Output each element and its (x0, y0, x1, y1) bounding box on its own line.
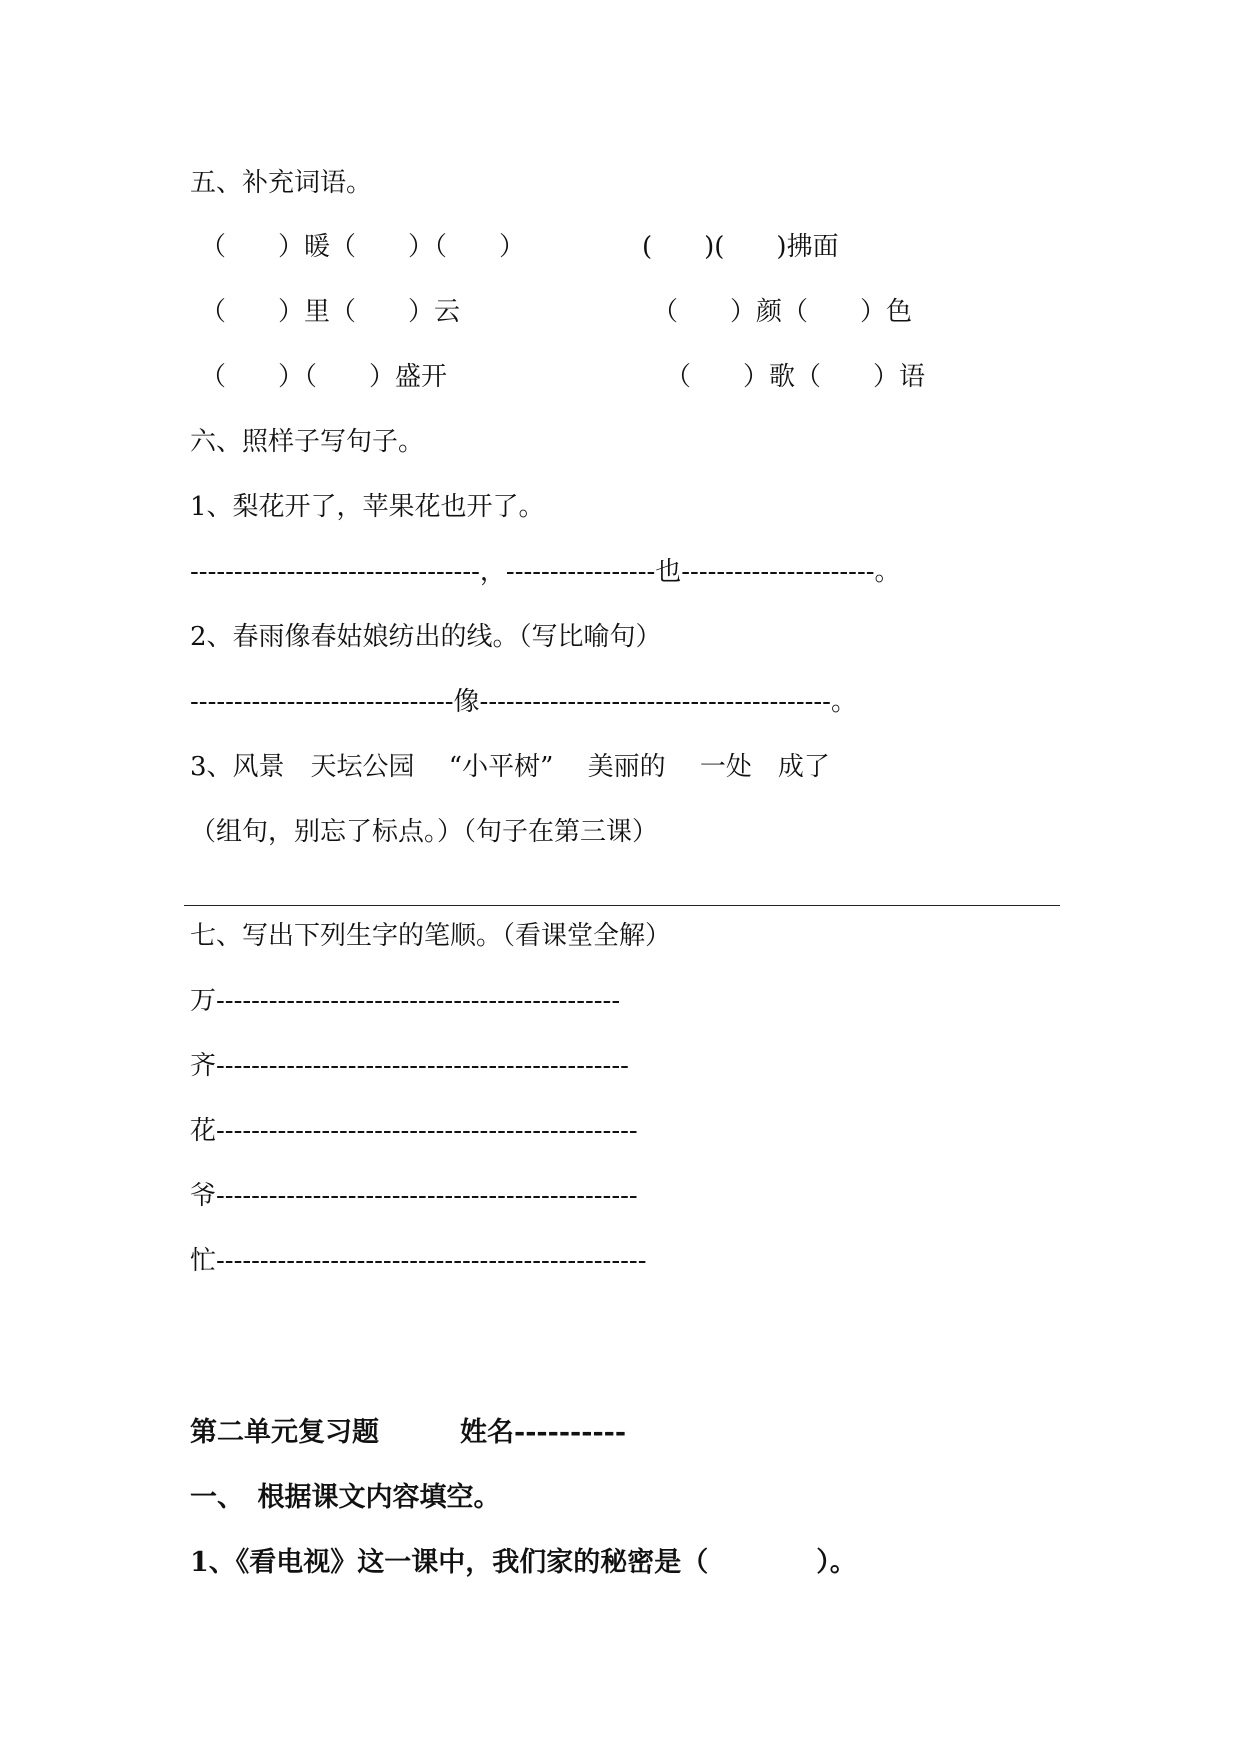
unit-2-part-1-heading: 一、 根据课文内容填空。 (190, 1482, 501, 1513)
word-fill-right: ( )( )拂面 (642, 232, 839, 262)
stroke-order-line: 花------------------------------------------------ (190, 1116, 638, 1146)
section-7-heading: 七、写出下列生字的笔顺。（看课堂全解） (190, 921, 672, 951)
word-fill-left: （ ）（ ）盛开 (200, 362, 448, 392)
answer-rule (184, 905, 1060, 906)
word-fill-left: （ ）暖（ ）（ ） (200, 232, 526, 262)
sentence-instruction-3: （组句，别忘了标点。）（句子在第三课） (190, 817, 659, 847)
word-fill-right: （ ）颜（ ）色 (652, 297, 913, 327)
section-5-heading: 五、补充词语。 (190, 168, 373, 198)
unit-2-title: 第二单元复习题 姓名---------- (190, 1417, 627, 1448)
sentence-example-1: 1、梨花开了，苹果花也开了。 (190, 492, 545, 522)
sentence-answer-line-1: ---------------------------------，-----------------也----------------------。 (190, 557, 901, 587)
stroke-order-line: 万---------------------------------------------- (190, 986, 621, 1016)
section-6-heading: 六、照样子写句子。 (190, 427, 425, 457)
sentence-answer-line-2: ------------------------------像----------------------------------------。 (190, 687, 857, 717)
sentence-words-3: 3、风景 天坛公园 “小平树” 美丽的 一处 成了 (190, 752, 830, 782)
stroke-order-line: 齐----------------------------------------------- (190, 1051, 629, 1081)
word-fill-left: （ ）里（ ）云 (200, 297, 461, 327)
sentence-example-2: 2、春雨像春姑娘纺出的线。（写比喻句） (190, 622, 662, 652)
stroke-order-line: 忙------------------------------------------------- (190, 1246, 647, 1276)
unit-2-question-1: 1、《看电视》这一课中，我们家的秘密是（ ）。 (190, 1547, 857, 1578)
stroke-order-line: 爷------------------------------------------------ (190, 1181, 638, 1211)
word-fill-right: （ ）歌（ ）语 (665, 362, 926, 392)
